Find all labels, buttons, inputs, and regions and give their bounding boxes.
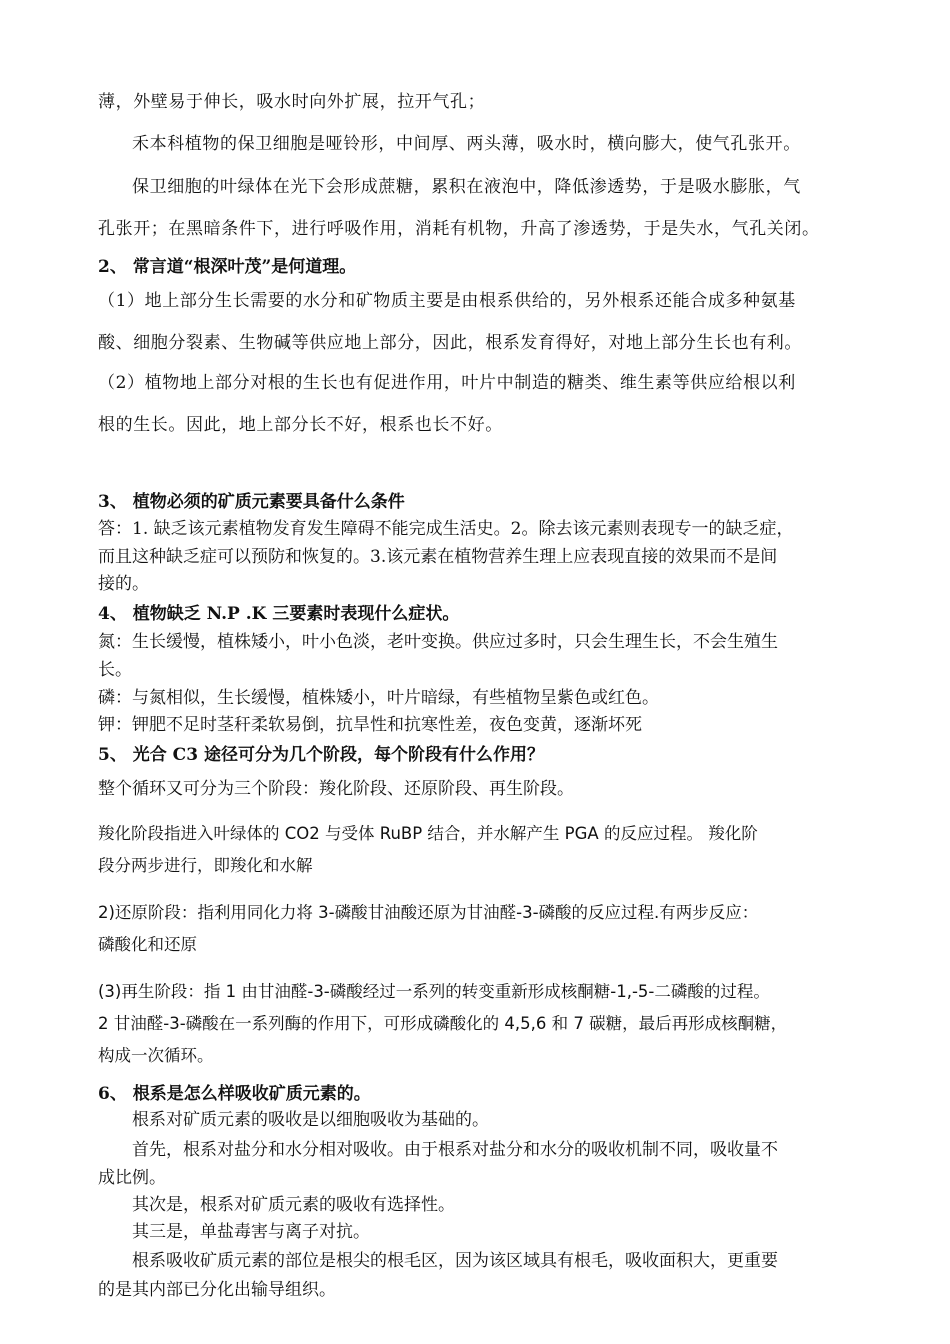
paragraph-line: 其次是，根系对矿质元素的吸收有选择性。 bbox=[132, 1195, 455, 1215]
paragraph-line: 氮：生长缓慢，植株矮小，叶小色淡，老叶变换。供应过多时，只会生理生长，不会生殖生 bbox=[98, 632, 778, 652]
paragraph-line: 禾本科植物的保卫细胞是哑铃形，中间厚、两头薄，吸水时，横向膨大，使气孔张开。 bbox=[132, 134, 801, 154]
paragraph-line: （1）地上部分生长需要的水分和矿物质主要是由根系供给的，另外根系还能合成多种氨基 bbox=[98, 291, 796, 311]
paragraph-line: 根的生长。因此，地上部分长不好，根系也长不好。 bbox=[98, 415, 503, 435]
section-heading-6: 6、 根系是怎么样吸收矿质元素的。 bbox=[98, 1084, 371, 1104]
section-heading-5: 5、 光合 C3 途径可分为几个阶段，每个阶段有什么作用？ bbox=[98, 745, 544, 765]
paragraph-line: 整个循环又可分为三个阶段：羧化阶段、还原阶段、再生阶段。 bbox=[98, 779, 574, 799]
paragraph-line: 根系对矿质元素的吸收是以细胞吸收为基础的。 bbox=[132, 1110, 489, 1130]
paragraph-line: 接的。 bbox=[98, 574, 149, 594]
paragraph-line: 磷：与氮相似，生长缓慢，植株矮小，叶片暗绿，有些植物呈紫色或红色。 bbox=[98, 688, 659, 708]
paragraph-line: 而且这种缺乏症可以预防和恢复的。3.该元素在植物营养生理上应表现直接的效果而不是间 bbox=[98, 547, 778, 567]
paragraph-line: 磷酸化和还原 bbox=[98, 935, 197, 954]
paragraph-line: 段分两步进行，即羧化和水解 bbox=[98, 856, 313, 875]
paragraph-line: 成比例。 bbox=[98, 1168, 166, 1188]
paragraph-line: 的是其内部已分化出输导组织。 bbox=[98, 1280, 336, 1300]
paragraph-line: (3)再生阶段：指 1 由甘油醛-3-磷酸经过一系列的转变重新形成核酮糖-1,-5-二磷酸的过程。 bbox=[98, 982, 770, 1001]
section-heading-3: 3、 植物必须的矿质元素要具备什么条件 bbox=[98, 492, 405, 512]
paragraph-line: 孔张开；在黑暗条件下，进行呼吸作用，消耗有机物，升高了渗透势，于是失水，气孔关闭。 bbox=[98, 219, 820, 239]
paragraph-line: 根系吸收矿质元素的部位是根尖的根毛区，因为该区域具有根毛，吸收面积大，更重要 bbox=[132, 1251, 778, 1271]
paragraph-line: 羧化阶段指进入叶绿体的 CO2 与受体 RuBP 结合，并水解产生 PGA 的反应过程。 羧化阶 bbox=[98, 824, 758, 843]
section-heading-4: 4、 植物缺乏 N.P .K 三要素时表现什么症状。 bbox=[98, 604, 460, 624]
paragraph-line: 长。 bbox=[98, 660, 132, 680]
paragraph-line: 其三是，单盐毒害与离子对抗。 bbox=[132, 1222, 370, 1242]
paragraph-line: 酸、细胞分裂素、生物碱等供应地上部分，因此，根系发育得好，对地上部分生长也有利。 bbox=[98, 333, 802, 353]
paragraph-line: 2 甘油醛-3-磷酸在一系列酶的作用下，可形成磷酸化的 4,5,6 和 7 碳糖，最后再形成核酮糖， bbox=[98, 1014, 788, 1033]
section-heading-2: 2、 常言道“根深叶茂”是何道理。 bbox=[98, 257, 357, 277]
paragraph-line: 薄，外壁易于伸长，吸水时向外扩展，拉开气孔； bbox=[98, 92, 486, 112]
paragraph-line: 构成一次循环。 bbox=[98, 1046, 214, 1065]
paragraph-line: 2)还原阶段：指利用同化力将 3-磷酸甘油酸还原为甘油醛-3-磷酸的反应过程.有两步反应： bbox=[98, 903, 759, 922]
paragraph-line: （2）植物地上部分对根的生长也有促进作用，叶片中制造的糖类、维生素等供应给根以利 bbox=[98, 373, 796, 393]
paragraph-line: 钾：钾肥不足时茎秆柔软易倒，抗旱性和抗寒性差，夜色变黄，逐渐坏死 bbox=[98, 715, 642, 735]
paragraph-line: 保卫细胞的叶绿体在光下会形成蔗糖，累积在液泡中，降低渗透势，于是吸水膨胀，气 bbox=[132, 177, 801, 197]
paragraph-line: 首先，根系对盐分和水分相对吸收。由于根系对盐分和水分的吸收机制不同，吸收量不 bbox=[132, 1140, 778, 1160]
paragraph-line: 答：1. 缺乏该元素植物发育发生障碍不能完成生活史。2。除去该元素则表现专一的缺乏症， bbox=[98, 519, 794, 539]
